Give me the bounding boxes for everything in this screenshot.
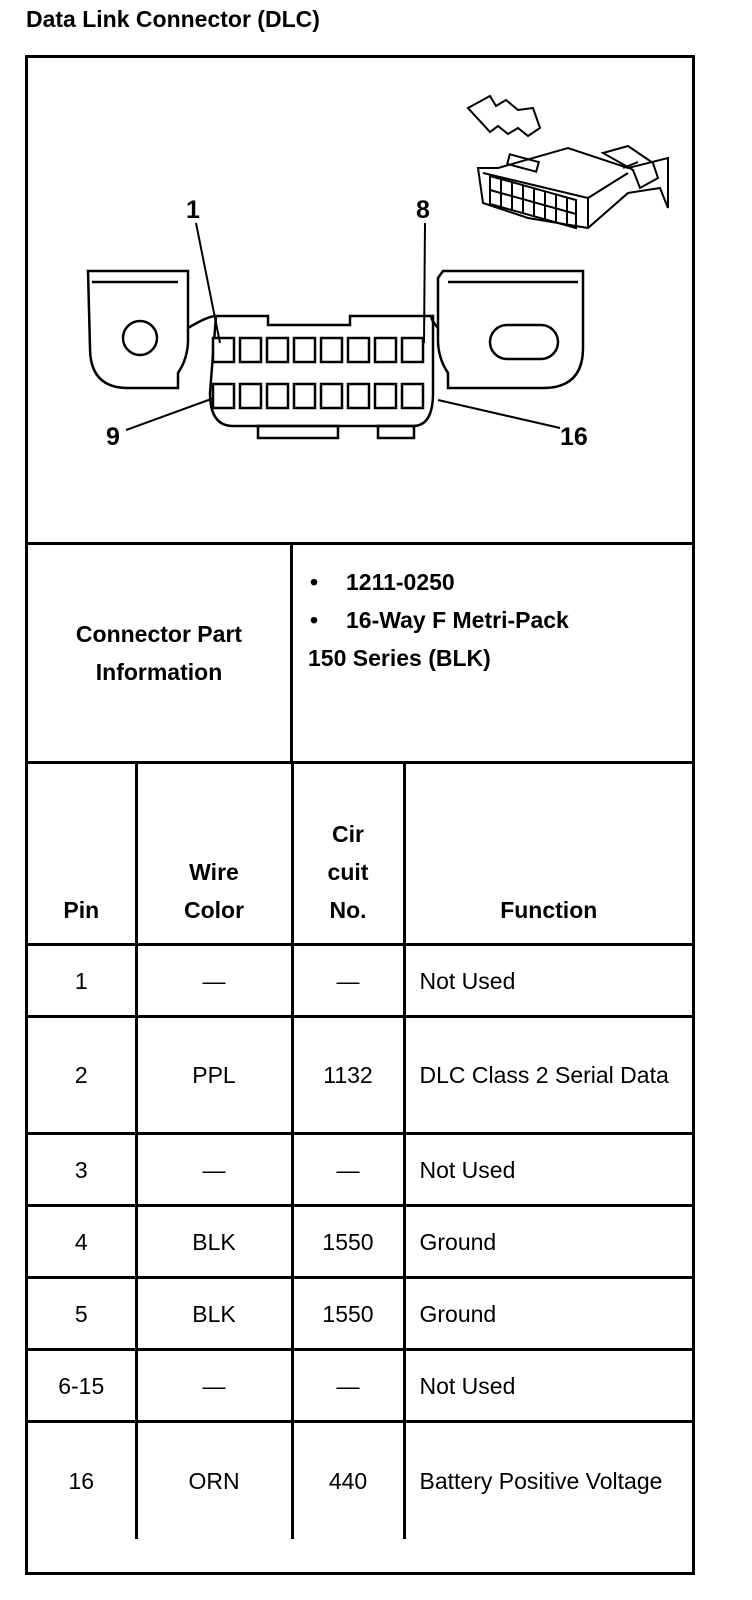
connector-iso-thumbnail [468,96,668,228]
circuit-cell: 1550 [292,1278,404,1350]
connector-type: 16-Way F Metri-Pack [346,607,569,633]
connector-frame [25,55,695,1575]
callout-16: 16 [560,423,588,451]
header-circuit-text: Cir cuit No. [327,821,369,923]
function-cell: Battery Positive Voltage [404,1422,692,1539]
connector-part-info-list [308,563,569,677]
header-wire-color [136,763,292,945]
callout-1: 1 [186,196,200,224]
bullet-icon: • [310,569,319,595]
function-cell: Ground [404,1278,692,1350]
header-circuit [292,763,404,945]
bullet-icon: • [310,607,319,633]
header-pin: Pin [28,763,136,945]
page-title: Data Link Connector (DLC) [26,6,320,32]
dlc-connector-drawing [28,58,692,542]
wire-color-cell: BLK [136,1206,292,1278]
pin-table [28,761,692,1539]
wire-color-cell: — [136,1350,292,1422]
part-number: 1211-0250 [346,569,455,595]
wire-color-cell: — [136,1134,292,1206]
pin-cell: 3 [28,1134,136,1206]
circuit-cell: — [292,1350,404,1422]
function-cell: Not Used [404,1350,692,1422]
callout-9: 9 [106,423,120,451]
wire-color-cell: PPL [136,1017,292,1134]
table-row [28,1134,692,1206]
circuit-cell: 1550 [292,1206,404,1278]
circuit-cell: 440 [292,1422,404,1539]
circuit-cell: — [292,1134,404,1206]
connector-series: 150 Series (BLK) [308,645,491,671]
callout-8: 8 [416,196,430,224]
wire-color-cell: — [136,945,292,1017]
wire-color-cell: ORN [136,1422,292,1539]
circuit-cell: 1132 [292,1017,404,1134]
wire-color-cell: BLK [136,1278,292,1350]
pin-cell: 1 [28,945,136,1017]
connector-part-info-label: Connector Part Information [75,621,243,685]
table-row [28,1278,692,1350]
function-cell: Not Used [404,1134,692,1206]
pin-cell: 6-15 [28,1350,136,1422]
table-row [28,1017,692,1134]
circuit-cell: — [292,945,404,1017]
pin-cell: 5 [28,1278,136,1350]
function-cell: DLC Class 2 Serial Data [404,1017,692,1134]
table-row [28,1350,692,1422]
function-cell: Not Used [404,945,692,1017]
table-row [28,945,692,1017]
pin-cell: 16 [28,1422,136,1539]
pin-cavities [213,338,423,408]
header-function: Function [404,763,692,945]
table-row [28,1206,692,1278]
function-cell: Ground [404,1206,692,1278]
header-wire-color-text: Wire Color [184,859,245,923]
connector-part-info [28,545,692,764]
pin-cell: 2 [28,1017,136,1134]
table-row [28,1422,692,1539]
info-item [308,563,569,601]
info-item [308,601,569,639]
pin-cell: 4 [28,1206,136,1278]
connector-diagram [28,58,692,545]
